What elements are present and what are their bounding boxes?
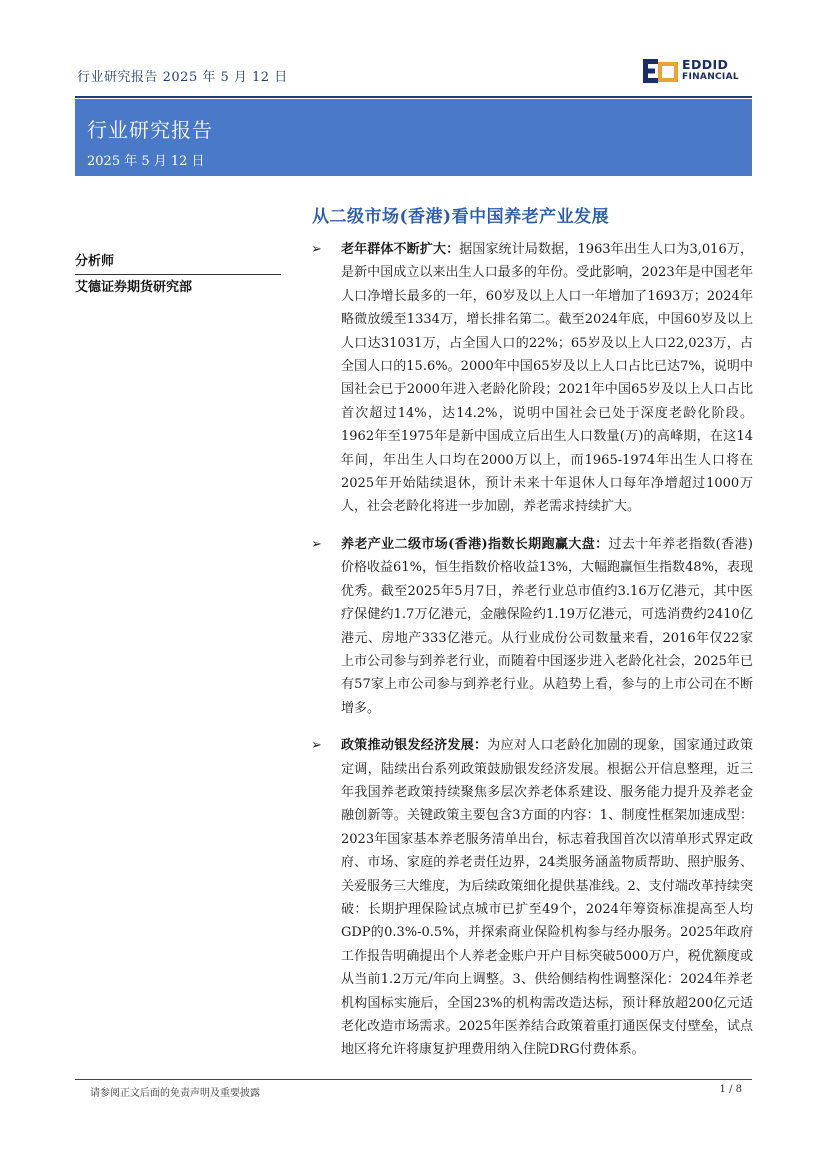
- section-lead: 老年群体不断扩大：: [341, 242, 460, 257]
- arrow-bullet-icon: ➢: [311, 536, 322, 552]
- section-paragraph: [341, 734, 753, 1062]
- eddid-logo-icon: [642, 58, 678, 84]
- section-body: 过去十年养老指数(香港)价格收益61%，恒生指数价格收益13%，大幅跑赢恒生指数48%，表现优秀。截至2025年5月7日，养老行业总市值约3.16万亿港元，其中医疗保健约1.7万亿港元，金融保险约1.19万亿港元，可选消费约2410亿港元、房地产333亿港元。从行业成份公司数量来看，2016年仅22家上市公司参与到养老行业，而随着中国逐步进入老龄化社会，2025年已有57家上市公司参与到养老行业。从趋势上看，参与的上市公司在不断增多。: [341, 536, 753, 716]
- analyst-label: 分析师: [75, 254, 115, 269]
- section-lead: 养老产业二级市场(香港)指数长期跑赢大盘：: [341, 536, 609, 552]
- section-body: 为应对人口老龄化加剧的现象，国家通过政策定调，陆续出台系列政策鼓励银发经济发展。根据公开信息整理，近三年我国养老政策持续聚焦多层次养老体系建设、服务能力提升及养老金融创新等。关键政策主要包含3方面的内容：1、制度性框架加速成型：2023年国家基本养老服务清单出台，标志着我国首次以清单形式界定政府、市场、家庭的养老责任边界，24类服务涵盖物质帮助、照护服务、关爱服务三大维度，为后续政策细化提供基准线。2、支付端改革持续突破：长期护理保险试点城市已扩至49个，2024年筹资标准提高至人均GDP的0.3%-0.5%，并探索商业保险机构参与经办服务。2025年政府工作报告明确提出个人养老金账户开户目标突破5000万户，税优额度或从当前1.2万元/年向上调整。3、供给侧结构性调整深化：2024年养老机构国标实施后，全国23%的机构需改造达标，预计释放超200亿元适老化改造市场需求。2025年医养结合政策着重打通医保支付壁垒，试点地区将允许将康复护理费用纳入住院DRG付费体系。: [341, 738, 753, 1058]
- arrow-bullet-icon: ➢: [311, 738, 322, 754]
- report-body: [311, 238, 753, 1076]
- section-lead: 政策推动银发经济发展：: [341, 738, 488, 754]
- analyst-sidebar: [75, 252, 281, 298]
- section-market-index: [311, 533, 753, 720]
- report-banner: [75, 99, 752, 176]
- analyst-org: 艾德证券期货研究部: [75, 280, 193, 295]
- logo-line-2: FINANCIAL: [682, 72, 739, 82]
- banner-title: 行业研究报告: [87, 118, 213, 142]
- section-paragraph: [341, 533, 753, 720]
- page-number: 1 / 8: [719, 1084, 742, 1095]
- section-aging-population: [311, 238, 753, 519]
- section-paragraph: [341, 238, 753, 519]
- disclaimer-note: 请参阅正文后面的免责声明及重要披露: [90, 1088, 260, 1099]
- footer-divider: [75, 1079, 752, 1080]
- page-header: [75, 56, 752, 98]
- company-logo: [642, 58, 752, 84]
- arrow-bullet-icon: ➢: [311, 242, 322, 257]
- section-policy: [311, 734, 753, 1062]
- header-divider: [75, 96, 752, 98]
- section-body: 据国家统计局数据，1963年出生人口为3,016万，是新中国成立以来出生人口最多的年份。受此影响，2023年是中国老年人口净增长最多的一年，60岁及以上人口一年增加了1693万；2024年略微放缓至1334万，增长排名第二。截至2024年底，中国60岁及以上人口达31031万，占全国人口的22%；65岁及以上人口22,023万，占全国人口的15.6%。2000年中国65岁及以上人口占比已达7%，说明中国社会已于2000年进入老龄化阶段；2021年中国65岁及以上人口占比首次超过14%，达14.2%，说明中国社会已处于深度老龄化阶段。1962年至1975年是新中国成立后出生人口数量(万)的高峰期，在这14年间，年出生人口均在2000万以上，而1965-1974年出生人口将在2025年开始陆续退休，预计未来十年退休人口每年净增超过1000万人，社会老龄化将进一步加剧，养老需求持续扩大。: [341, 242, 753, 515]
- sidebar-divider: [75, 274, 281, 275]
- header-text: 行业研究报告 2025 年 5 月 12 日: [77, 70, 288, 85]
- logo-line-1: EDDID: [682, 57, 729, 72]
- document-title: 从二级市场(香港)看中国养老产业发展: [312, 207, 610, 227]
- logo-wordmark: [682, 59, 739, 83]
- banner-date: 2025 年 5 月 12 日: [87, 154, 205, 169]
